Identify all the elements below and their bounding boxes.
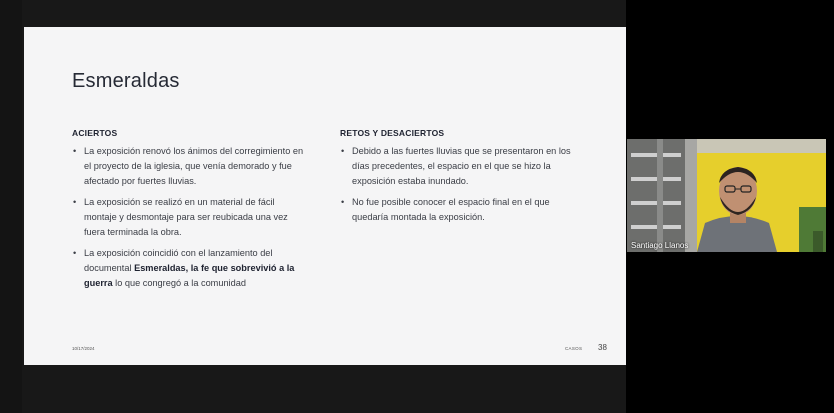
presentation-slide: [24, 27, 626, 365]
list-item: [72, 246, 308, 291]
slide-page-number: 38: [598, 343, 607, 352]
list-item: • La exposición se realizó en un material de fácil montaje y desmontaje para ser reubicada una vez fuera terminada la obra.: [72, 195, 308, 240]
retos-heading: RETOS Y DESACIERTOS: [340, 128, 445, 138]
aciertos-list: [72, 144, 308, 291]
list-item: • Debido a las fuertes lluvias que se presentaron en los días precedentes, el espacio en el que se hizo la exposición estaba inundado.: [340, 144, 580, 189]
left-edge-bar: [0, 0, 22, 413]
participant-name: Santiago Llanos: [631, 241, 689, 250]
documentary-title: Esmeraldas, la fe que sobrevivió a la guerra: [84, 263, 295, 288]
retos-list: [340, 144, 580, 225]
slide-date: 10/17/2024: [72, 346, 95, 351]
slide-section-label: CASOS: [565, 346, 583, 351]
aciertos-heading: ACIERTOS: [72, 128, 118, 138]
list-item: • La exposición renovó los ánimos del corregimiento en el proyecto de la iglesia, que venía demorado y fue afectado por fuertes lluvias.: [72, 144, 308, 189]
bullet-text: La exposición coincidió con el lanzamiento del documental: [84, 248, 273, 273]
participant-video-tile[interactable]: [627, 139, 826, 252]
aciertos-column: [72, 128, 308, 297]
slide-title: Esmeraldas: [72, 70, 180, 92]
participant-video-feed: [627, 139, 826, 252]
retos-column: [340, 128, 580, 231]
bullet-text: lo que congregó a la comunidad: [112, 278, 246, 288]
list-item: • No fue posible conocer el espacio final en el que quedaría montada la exposición.: [340, 195, 580, 225]
